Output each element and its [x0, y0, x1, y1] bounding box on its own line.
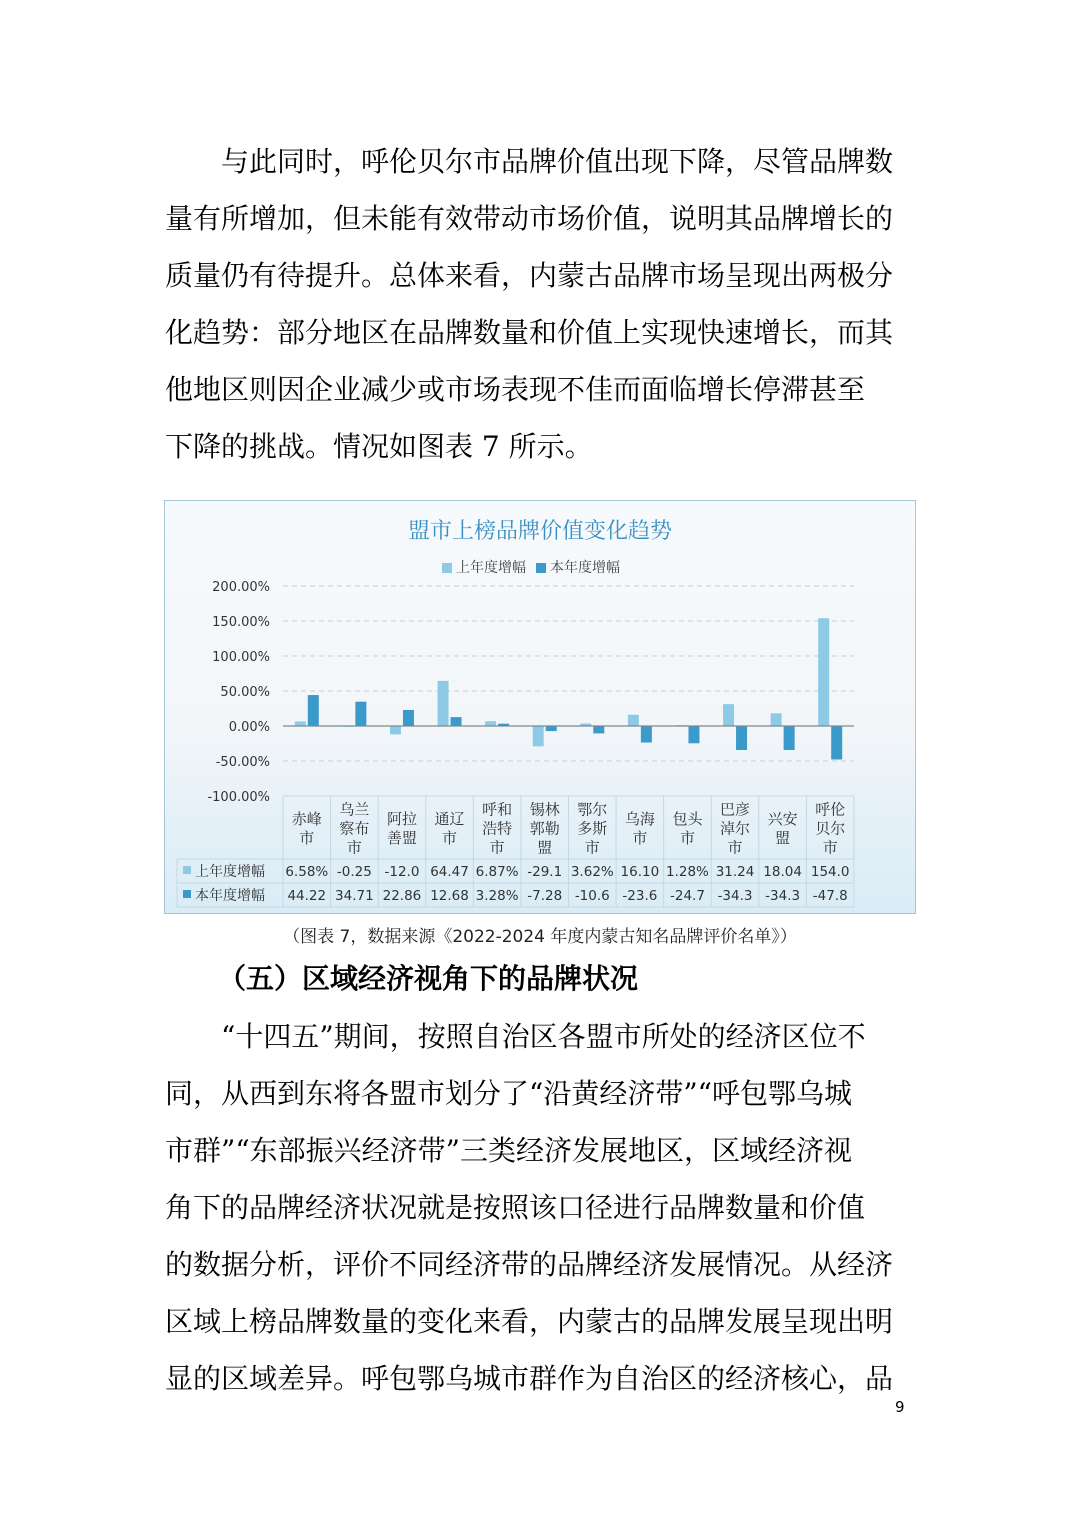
data-label: -29.1 [527, 864, 563, 880]
chart-title: 盟市上榜品牌价值变化趋势 [407, 519, 673, 544]
bar [308, 695, 319, 726]
data-label: -0.25 [336, 864, 372, 880]
bar [641, 726, 652, 743]
data-label: -34.3 [717, 888, 753, 904]
data-label: 34.71 [335, 888, 374, 904]
bar [438, 681, 449, 726]
text-line: 量有所增加，但未能有效带动市场价值，说明其品牌增长的 [165, 202, 894, 235]
y-tick-label: -100.00% [207, 790, 270, 805]
text-line: 下降的挑战。情况如图表 7 所示。 [165, 430, 593, 463]
section-heading: （五）区域经济视角下的品牌状况 [218, 962, 639, 995]
x-tick-label: 郭勒 [529, 819, 560, 838]
bar [451, 717, 462, 726]
legend-swatch [536, 563, 546, 573]
x-tick-label: 多斯 [577, 819, 608, 838]
x-tick-label: 盟 [775, 829, 791, 847]
x-tick-label: 乌海 [624, 810, 655, 828]
bar [295, 721, 306, 726]
data-label: -7.28 [527, 888, 563, 904]
bar [723, 704, 734, 726]
x-tick-label: 市 [346, 838, 362, 857]
data-label: 31.24 [715, 864, 755, 880]
x-tick-label: 鄂尔 [577, 800, 608, 819]
text-line: 的数据分析，评价不同经济带的品牌经济发展情况。从经济 [165, 1248, 894, 1281]
bar [546, 726, 557, 731]
data-label: -12.0 [384, 864, 420, 880]
page-number: 9 [895, 1398, 905, 1416]
x-tick-label: 包头 [672, 810, 703, 828]
data-label: -23.6 [622, 888, 658, 904]
x-tick-label: 市 [442, 829, 458, 847]
bar [688, 726, 699, 743]
data-label: -10.6 [574, 888, 610, 904]
y-tick-label: 50.00% [220, 685, 270, 700]
x-tick-label: 市 [727, 838, 743, 857]
data-label: 12.68 [430, 888, 469, 904]
bar [771, 713, 782, 726]
text-line: “十四五”期间，按照自治区各盟市所处的经济区位不 [165, 1020, 866, 1053]
y-tick-label: 0.00% [228, 720, 270, 735]
x-tick-label: 盟 [537, 838, 553, 857]
data-label: 44.22 [287, 888, 327, 904]
x-tick-label: 赤峰 [291, 810, 322, 828]
y-tick-label: -50.00% [215, 755, 270, 770]
x-tick-label: 巴彦 [720, 800, 751, 819]
text-line: 同，从西到东将各盟市划分了“沿黄经济带”“呼包鄂乌城 [165, 1077, 852, 1110]
data-label: 6.87% [475, 864, 519, 880]
data-label: 3.28% [475, 888, 519, 904]
x-tick-label: 善盟 [386, 829, 417, 847]
bar [593, 726, 604, 733]
text-line: 化趋势：部分地区在品牌数量和价值上实现快速增长，而其 [165, 316, 894, 349]
text-line: 显的区域差异。呼包鄂乌城市群作为自治区的经济核心，品 [165, 1362, 894, 1395]
data-label: 1.28% [666, 864, 709, 880]
data-label: 154.0 [810, 864, 850, 880]
bar [818, 618, 829, 726]
text-line: 与此同时，呼伦贝尔市品牌价值出现下降，尽管品牌数 [165, 145, 894, 178]
paragraph-2 [165, 1008, 925, 1407]
legend-label: 上年度增幅 [456, 560, 526, 576]
x-tick-label: 兴安 [767, 810, 798, 828]
text-line: 质量仍有待提升。总体来看，内蒙古品牌市场呈现出两极分 [165, 259, 894, 292]
data-label: 16.10 [620, 864, 660, 880]
bar [736, 726, 747, 750]
data-label: 6.58% [285, 864, 329, 880]
data-label: 3.62% [570, 864, 614, 880]
bar [628, 715, 639, 726]
text-line: 角下的品牌经济状况就是按照该口径进行品牌数量和价值 [165, 1191, 866, 1224]
chart-caption: （图表 7，数据来源《2022-2024 年度内蒙古知名品牌评价名单》） [283, 927, 797, 947]
bar [355, 702, 366, 726]
x-tick-label: 呼伦 [815, 800, 846, 819]
data-label: -24.7 [669, 888, 705, 904]
x-tick-label: 市 [299, 829, 315, 847]
x-tick-label: 锡林 [529, 800, 560, 819]
x-tick-label: 察布 [339, 819, 370, 838]
table-legend-key [183, 866, 191, 874]
bar [533, 726, 544, 746]
text-line: 他地区则因企业减少或市场表现不佳而面临增长停滞甚至 [165, 373, 866, 406]
data-label: -47.8 [812, 888, 848, 904]
bar [403, 710, 414, 726]
legend-label: 本年度增幅 [550, 560, 620, 576]
x-tick-label: 市 [489, 838, 505, 857]
paragraph-1 [165, 133, 925, 475]
chart-container [164, 500, 916, 914]
data-label: 64.47 [430, 864, 469, 880]
y-tick-label: 200.00% [212, 580, 270, 595]
data-label: 18.04 [763, 864, 802, 880]
x-tick-label: 市 [679, 829, 695, 847]
bar [784, 726, 795, 750]
text-line: 市群”“东部振兴经济带”三类经济发展地区，区域经济视 [165, 1134, 852, 1167]
x-tick-label: 市 [584, 838, 600, 857]
y-tick-label: 100.00% [212, 650, 270, 665]
bar [831, 726, 842, 759]
x-tick-label: 呼和 [482, 800, 513, 819]
x-tick-label: 通辽 [434, 810, 465, 828]
x-tick-label: 浩特 [482, 819, 513, 838]
x-tick-label: 阿拉 [386, 810, 417, 828]
table-row-header: 上年度增幅 [195, 864, 265, 880]
x-tick-label: 贝尔 [815, 819, 846, 838]
table-legend-key [183, 890, 191, 898]
x-tick-label: 乌兰 [339, 800, 370, 819]
bar [390, 726, 401, 734]
data-label: 22.86 [382, 888, 422, 904]
data-label: -34.3 [765, 888, 801, 904]
table-row-header: 本年度增幅 [195, 888, 265, 904]
legend-swatch [442, 563, 452, 573]
bar [485, 721, 496, 726]
bar-chart [165, 501, 915, 913]
x-tick-label: 市 [632, 829, 648, 847]
x-tick-label: 市 [822, 838, 838, 857]
y-tick-label: 150.00% [212, 615, 270, 630]
text-line: 区域上榜品牌数量的变化来看，内蒙古的品牌发展呈现出明 [165, 1305, 894, 1338]
x-tick-label: 淖尔 [720, 819, 751, 838]
